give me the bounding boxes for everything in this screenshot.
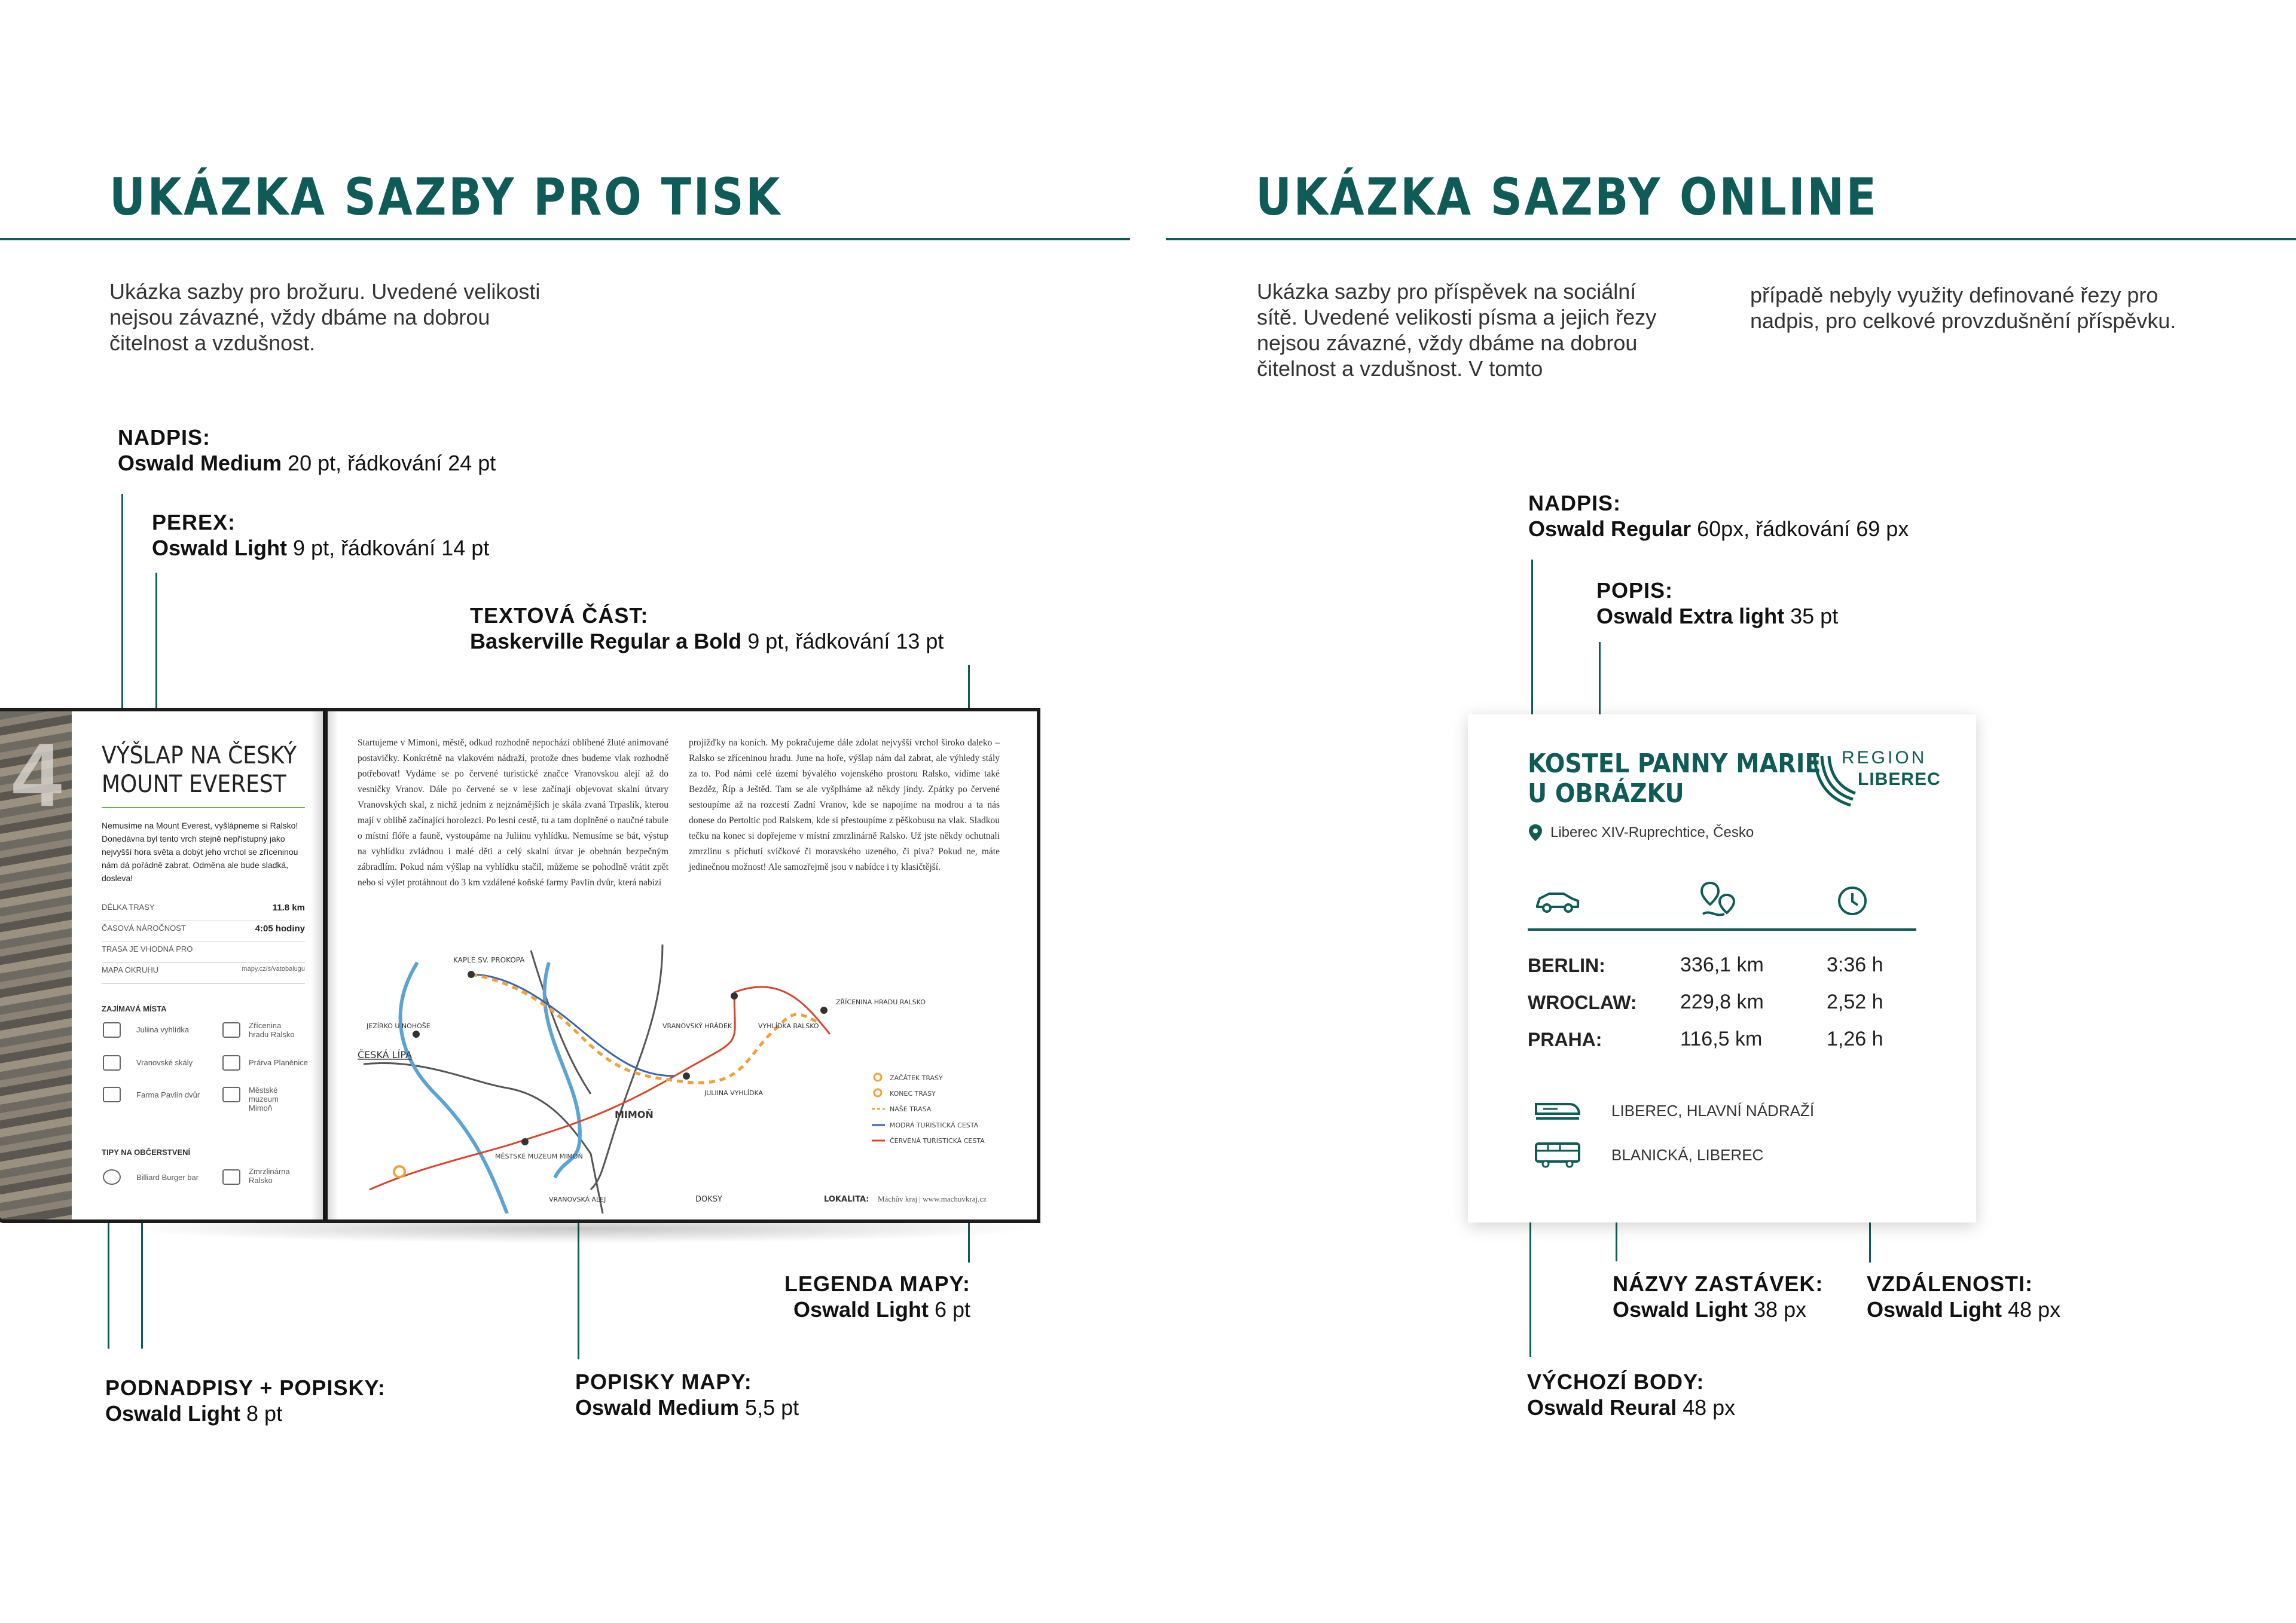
bus-icon (1534, 1140, 1581, 1169)
distance-city: WROCLAW: (1528, 992, 1637, 1013)
annotation-detail: 9 pt, řádkování 14 pt (287, 536, 490, 560)
annotation-label: NÁZVY ZASTÁVEK: (1613, 1271, 1824, 1296)
book-title: VÝŠLAP NA ČESKÝ MOUNT EVEREST (102, 742, 297, 798)
card-title: KOSTEL PANNY MARIE U OBRÁZKU (1528, 748, 1821, 809)
distance-time: 2,52 h (1827, 991, 1883, 1013)
book-footer-text: Máchův kraj | www.machuvkraj.cz (878, 1194, 987, 1203)
book-info-row: ČASOVÁ NÁROČNOST 4:05 hodiny (102, 924, 305, 942)
online-intro-col1: Ukázka sazby pro příspěvek na sociální sítě. Uvedené velikosti písma a jejich řezy nejsou závazné, vždy dbáme na dobrou čitelnost a vzdušnost. V tomto (1257, 279, 1657, 381)
annotation-label: NADPIS: (118, 425, 211, 450)
annotation-font: Baskerville Regular a Bold (470, 629, 742, 653)
book-text-col1: Startujeme v Mimoni, městě, odkud rozhodně nepochází oblíbené žluté animované postavičky. Konkrétně na vlakovém nádraží, protože dnes budeme vlak rozhodně potřebovat! Vydáme se po červené turistické značce Vranovskou alejí až do vesničky Vranov. Dále po červené se v lese začínají objevovat skalní útvary Vranovských skal, z nichž jedním z nejznámějších je skála zvaná Trpaslík, kterou mají v oblibě začínající horolezci. Po lesní cestě, tu a tam doplněné o naučné tabule o místní flóře a fauně, vystoupáme na Juliinu vyhlídku. Nemusíme se bát, výstup na vyhlídku zvládnou i malé děti a celý skalní útvar je obehnán bezpečným zábradlím. Pokud nám výšlap na vyhlídku stačil, můžeme se pohodlně vrátit zpět nebo si výlet protáhnout do 3 km vzdálené koňské farmy Pavlín dvůr, která nabízí (358, 738, 668, 888)
map-label: MIMOŇ (615, 1109, 654, 1120)
train-icon (1534, 1098, 1581, 1122)
map-river (401, 962, 507, 1214)
distance-km: 336,1 km (1680, 953, 1764, 976)
annotation-label: POPISKY MAPY: (575, 1370, 752, 1394)
distance-km: 229,8 km (1680, 991, 1764, 1013)
map-label: JULIINA VYHLÍDKA (704, 1089, 764, 1097)
annotation-font: Oswald Light (1867, 1297, 2002, 1322)
stop-name: LIBEREC, HLAVNÍ NÁDRAŽÍ (1611, 1102, 1815, 1120)
book-perex: Nemusíme na Mount Everest, vyšlápneme si Ralsko! Donedávna byl tento vrch stejně nepřístupný jako nejvyšší hora světa a dobýt jeho vrchol se zříceninou nám dá pořádně zabrat. Odměna ale bude sladká, dosleva! (102, 821, 298, 883)
annotation-print-perex (152, 509, 489, 561)
annotation-font: Oswald Light (105, 1401, 241, 1426)
distance-time: 3:36 h (1827, 953, 1883, 976)
annotation-detail: 48 px (2002, 1297, 2061, 1322)
map-poi (468, 971, 475, 978)
legend-item: ČERVENÁ TURISTICKÁ CESTA (890, 1137, 985, 1145)
annotation-online-heading (1528, 490, 1909, 542)
book-footer-label: LOKALITA: (824, 1195, 869, 1204)
stop-name: BLANICKÁ, LIBEREC (1611, 1146, 1764, 1164)
place-item: Farma Pavlín dvůr (136, 1090, 200, 1099)
page-number-art: 4 (12, 725, 62, 825)
map-road (364, 1063, 603, 1214)
legend-end-icon (874, 1089, 881, 1096)
map-label: VRANOVSKÝ HRÁDEK (662, 1022, 732, 1030)
annotation-detail: 20 pt, řádkování 24 pt (282, 451, 496, 475)
map-label: ZŘÍCENINA HRADU RALSKO (836, 998, 926, 1006)
annotation-online-origins (1527, 1369, 1735, 1420)
card-location: Liberec XIV-Ruprechtice, Česko (1550, 824, 1754, 840)
annotation-font: Oswald Regular (1528, 516, 1692, 541)
legend-item: ZAČÁTEK TRASY (890, 1074, 943, 1082)
map-river (545, 962, 580, 1178)
annotation-online-distances (1867, 1271, 2060, 1322)
annotation-label: PEREX: (152, 510, 236, 534)
map-red-trail (370, 987, 830, 1190)
distance-km: 116,5 km (1680, 1028, 1763, 1050)
map-poi (683, 1072, 690, 1080)
food-heading: TIPY NA OBČERSTVENÍ (102, 1148, 191, 1157)
place-icon (222, 1055, 240, 1071)
online-section-title: UKÁZKA SAZBY ONLINE (1256, 167, 1879, 227)
map-poi (521, 1138, 529, 1145)
annotation-print-map-labels (575, 1369, 799, 1420)
annotation-font: Oswald Extra light (1596, 604, 1785, 628)
book-right-page (328, 711, 1037, 1219)
map-label: JEZÍRKO U NOHOŠE (367, 1022, 430, 1030)
map-start-marker (394, 1166, 405, 1177)
annotation-print-subheads (105, 1375, 386, 1426)
annotation-font: Oswald Light (1613, 1297, 1748, 1322)
map-road (591, 945, 662, 1190)
place-icon (222, 1087, 240, 1102)
annotation-label: PODNADPISY + POPISKY: (105, 1376, 386, 1400)
annotation-detail: 6 pt (928, 1297, 971, 1322)
annotation-print-text (470, 603, 944, 654)
legend-item: MODRÁ TURISTICKÁ CESTA (890, 1121, 979, 1129)
logo-text-region: REGION (1842, 748, 1927, 768)
annotation-detail: 9 pt, řádkování 13 pt (741, 629, 944, 653)
place-item: Vranovské skály (136, 1058, 193, 1067)
online-section-rule (1166, 238, 2296, 240)
food-item: Zmrzlinárna Ralsko (249, 1167, 290, 1185)
book-info-row: DÉLKA TRASY 11.8 km (102, 903, 305, 921)
annotation-label: POPIS: (1596, 578, 1674, 603)
place-icon (103, 1055, 121, 1071)
places-heading: ZAJÍMAVÁ MÍSTA (102, 1004, 167, 1013)
map-label: ČESKÁ LÍPA (358, 1049, 412, 1060)
annotation-font: Oswald Reural (1527, 1395, 1677, 1420)
book-gutter (311, 711, 338, 1219)
annotation-font: Oswald Light (152, 536, 288, 560)
food-icon (222, 1169, 240, 1185)
book-left-page (0, 711, 323, 1219)
place-item: Zřícenina hradu Ralsko (249, 1021, 295, 1039)
annotation-print-legend (784, 1271, 970, 1322)
legend-item: NAŠE TRASA (890, 1105, 932, 1113)
logo-text-liberec: LIBEREC (1858, 769, 1941, 789)
map-label: MĚSTSKÉ MUZEUM MIMOŇ (495, 1153, 583, 1160)
place-item: Městské muzeum Mimoň (249, 1086, 279, 1112)
map-label: VYHLÍDKA RALSKO (758, 1022, 819, 1030)
annotation-print-heading (118, 424, 496, 476)
food-item: Billiard Burger bar (136, 1173, 199, 1182)
map-label: KAPLE SV. PROKOPA (453, 956, 525, 964)
leader-line (121, 494, 123, 730)
social-card (1468, 714, 1976, 1222)
car-icon (1534, 888, 1581, 915)
annotation-label: LEGENDA MAPY: (784, 1271, 971, 1296)
annotation-detail: 35 pt (1784, 604, 1839, 628)
map-label: DOKSY (695, 1195, 722, 1204)
print-section-rule (0, 238, 1130, 240)
place-icon (103, 1087, 121, 1102)
annotation-font: Oswald Light (793, 1297, 929, 1322)
location-pin-icon (1528, 823, 1543, 842)
annotation-detail: 38 px (1748, 1297, 1807, 1322)
legend-start-icon (874, 1074, 881, 1081)
legend-item: KONEC TRASY (890, 1090, 936, 1098)
map-road (531, 950, 591, 1094)
annotation-label: VZDÁLENOSTI: (1867, 1271, 2033, 1296)
book-text-col2: projížďky na koních. My pokračujeme dále zdolat nejvyšší vrchol široko daleko – Ralsko se zříceninou hradu. June na hoře, výšlap nám dal zabrat, ale výhledy stály za to. Pod námi celé území bývalého vojenského prostoru Ralsko, vidíme také Bezděz, Říp a Ještěd. Tam se ale vyšplháme až někdy jindy. Zpátky po červené sestoupíme až na rozcestí Zadní Vranov, kde se napojíme na modrou a ta nás donese do Pertoltic pod Ralskem, kde si přestoupíme z pěškobusu na vlak. Sladkou tečku na konec si dopřejeme v místní zmrzlinárně Ralsko. Už jste někdy ochutnali zmrzlinu s příchutí svíčkové či moravského uzeného, či piva? Pokud ne, máte jedinečnou možnost! Ale samozřejmě jsou v nabídce i ty klasičtější. (689, 738, 1000, 872)
food-icon (103, 1169, 121, 1185)
book-info-row: TRASA JE VHODNÁ PRO (102, 945, 305, 963)
annotation-label: TEXTOVÁ ČÁST: (470, 603, 649, 628)
distance-city: PRAHA: (1528, 1029, 1602, 1050)
leader-line (1531, 560, 1533, 739)
distance-city: BERLIN: (1528, 955, 1605, 976)
online-intro-col2: případě nebyly využity definované řezy pro nadpis, pro celkové provzdušnění příspěvku. (1750, 283, 2176, 333)
distance-time: 1,26 h (1827, 1028, 1883, 1050)
trail-map (352, 939, 1021, 1214)
print-intro: Ukázka sazby pro brožuru. Uvedené velikosti nejsou závazné, vždy dbáme na dobrou čitelnost a vzdušnost. (109, 279, 541, 355)
annotation-font: Oswald Medium (575, 1395, 740, 1420)
card-divider (1528, 928, 1916, 931)
annotation-online-desc (1596, 577, 1838, 629)
annotation-font: Oswald Medium (118, 451, 282, 475)
annotation-label: NADPIS: (1528, 491, 1622, 515)
map-poi (820, 1007, 828, 1014)
annotation-label: VÝCHOZÍ BODY: (1527, 1370, 1705, 1394)
annotation-online-stops (1613, 1271, 1823, 1322)
place-item: Juliina vyhlídka (136, 1025, 190, 1034)
place-icon (222, 1022, 240, 1038)
book-info-row: MAPA OKRUHU mapy.cz/s/vatobalugu (102, 965, 305, 984)
map-label: VRANOVSKÁ ALEJ (549, 1196, 606, 1203)
annotation-detail: 5,5 pt (739, 1395, 799, 1420)
annotation-detail: 60px, řádkování 69 px (1691, 516, 1909, 541)
map-poi (731, 992, 738, 1000)
clock-icon (1836, 885, 1868, 917)
place-item: Prárva Planěnice (249, 1058, 308, 1067)
map-poi (413, 1031, 420, 1038)
book-title-rule (102, 807, 305, 808)
print-section-title: UKÁZKA SAZBY PRO TISK (109, 167, 782, 227)
book-spread (0, 711, 1040, 1231)
route-pins-icon (1698, 881, 1740, 920)
annotation-detail: 48 px (1677, 1395, 1736, 1420)
place-icon (103, 1022, 121, 1038)
annotation-detail: 8 pt (240, 1401, 283, 1426)
